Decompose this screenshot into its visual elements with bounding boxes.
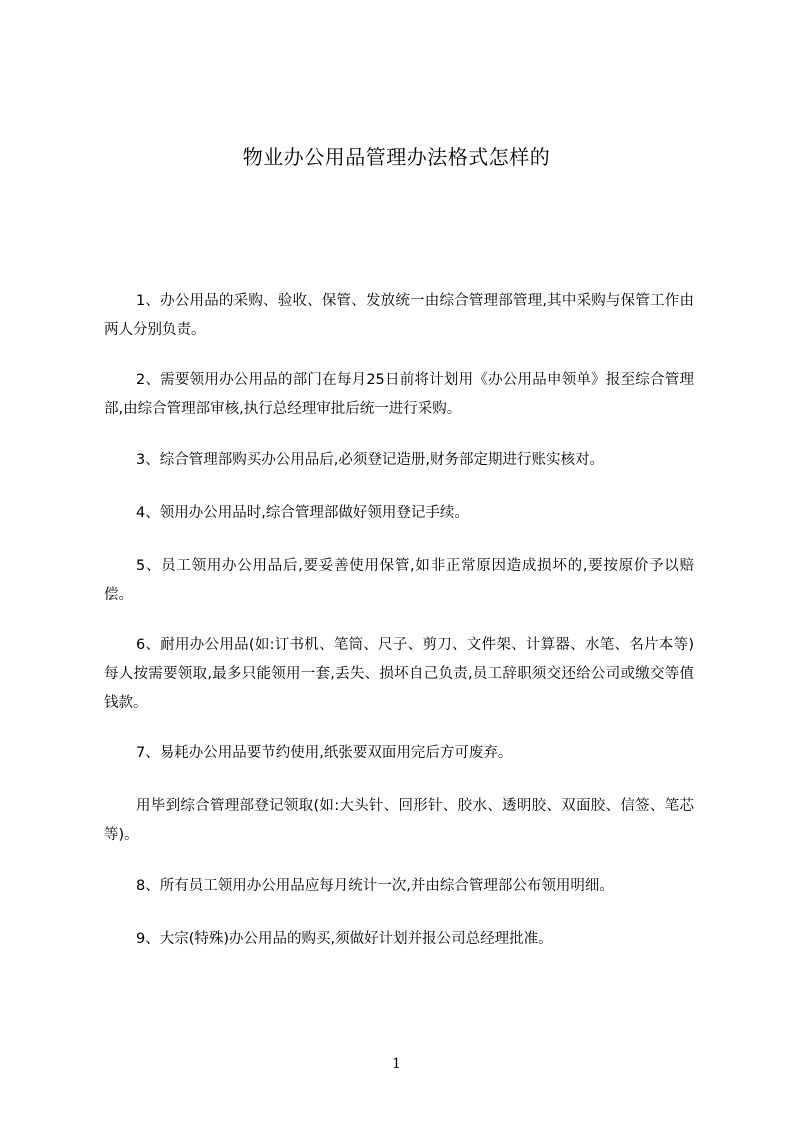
paragraph-1: 1、办公用品的采购、验收、保管、发放统一由综合管理部管理,其中采购与保管工作由两人分别负责。 (104, 293, 694, 338)
paragraph-6: 6、耐用办公用品(如:订书机、笔筒、尺子、剪刀、文件架、计算器、水笔、名片本等)每人按需要领取,最多只能领用一套,丢失、损坏自己负责,员工辞职须交还给公司或缴交等值钱款。 (104, 637, 694, 711)
paragraph-9: 9、大宗(特殊)办公用品的购买,须做好计划并报公司总经理批准。 (136, 931, 553, 947)
paragraph-2: 2、需要领用办公用品的部门在每月25日前将计划用《办公用品申领单》报至综合管理部,由综合管理部审核,执行总经理审批后统一进行采购。 (104, 372, 694, 417)
paragraph-7: 7、易耗办公用品要节约使用,纸张要双面用完后方可废弃。 (136, 745, 513, 761)
document-title: 物业办公用品管理办法格式怎样的 (242, 145, 551, 169)
paragraph-4: 4、领用办公用品时,综合管理部做好领用登记手续。 (136, 505, 469, 521)
page-number: 1 (392, 1056, 401, 1072)
paragraph-5: 5、员工领用办公用品后,要妥善使用保管,如非正常原因造成损坏的,要按原价予以赔偿。 (104, 558, 694, 603)
paragraph-7-note: 用毕到综合管理部登记领取(如:大头针、回形针、胶水、透明胶、双面胶、信签、笔芯等)。 (104, 798, 694, 843)
paragraph-3: 3、综合管理部购买办公用品后,必须登记造册,财务部定期进行账实核对。 (136, 452, 604, 468)
paragraph-8: 8、所有员工领用办公用品应每月统计一次,并由综合管理部公布领用明细。 (136, 878, 614, 894)
